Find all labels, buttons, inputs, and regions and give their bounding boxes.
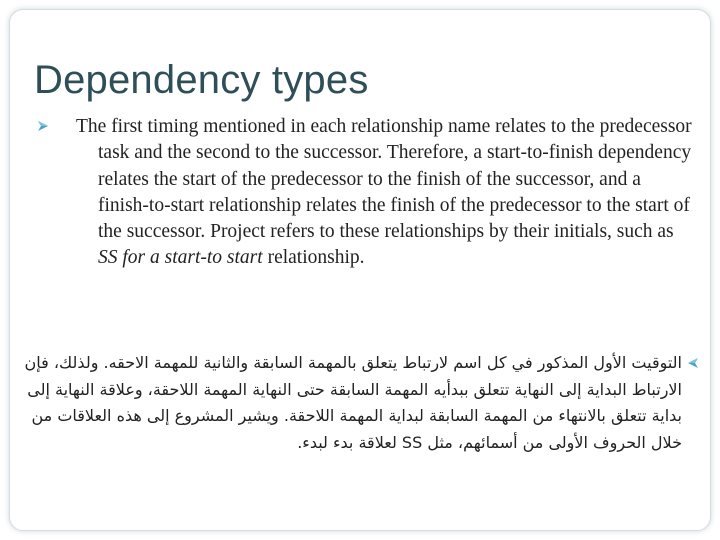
slide-frame (9, 9, 711, 531)
slide-title: Dependency types (34, 58, 369, 102)
bullet-english-italic: SS for a start-to start (98, 247, 263, 269)
bullet-icon (686, 356, 700, 370)
bullet-arabic (9, 350, 698, 456)
bullet-english-text: The first timing mentioned in each relationship name relates to the predecessor task and the second to the successor. Therefore, a start-to-finish dependency relates the start of the predecessor to the finish of the successor, and a finish-to-start relationship relates the finish of the predecessor to the start of the successor. Project refers to these relationships by their initials, such as SS for a start-to start relationship. (76, 116, 692, 269)
bullet-arabic-text: التوقيت الأول المذكور في كل اسم لارتباط يتعلق بالمهمة السابقة والثانية للمهمة الاحقه. ولذلك، فإن الارتباط البداية إلى النهاية تتعلق ببدأيه المهمة السابقة حتى النهاية المهمة اللاحقة، وعلاقة النهاية إلى بداية تتعلق بالانتهاء من المهمة السابقة لبداية المهمة اللاحقة. ويشير المشروع إلى هذه العلاقات من خلال الحروف الأولى من أسمائهم، مثل SS لعلاقة بدء لبدء. (24, 353, 682, 452)
bullet-icon (36, 119, 50, 133)
bullet-english (54, 114, 694, 272)
